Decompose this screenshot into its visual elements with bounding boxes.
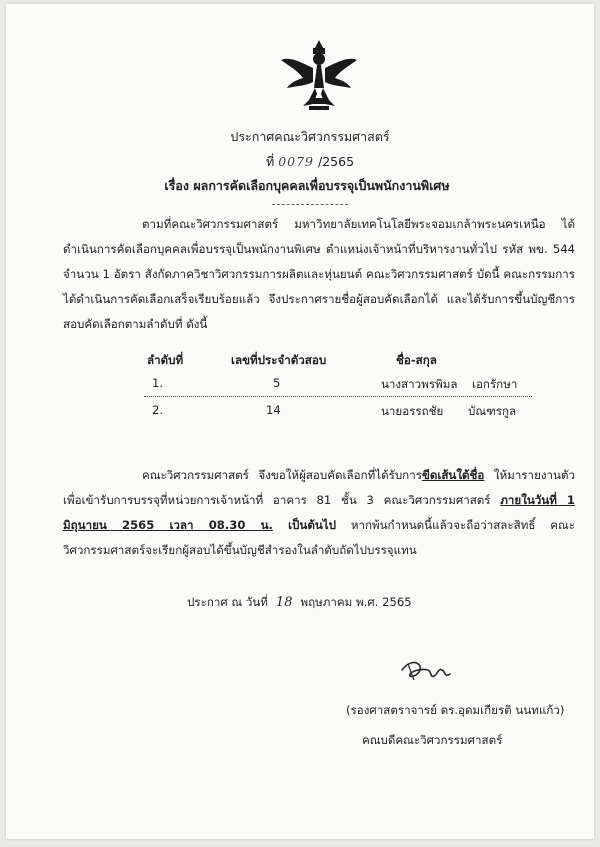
row2-last-name: บัณฑรกูล [468,404,517,418]
instruction-part-f: หากพ้นกำหนดนี้แล้วจะถือว่าสละสิทธิ์ คณะวิศวกรรมศาสตร์จะเรียกผู้สอบได้ขึ้นบัญชีสำรองในลำดับถัดไปบรรจุแทน [63,518,575,557]
header-exam-no: เลขที่ประจำตัวสอบ [231,353,327,367]
handwritten-day: 18 [275,595,293,610]
row1-exam-no: 5 [273,376,281,390]
instruction-deadline: ภายในวันที่ 1 มิถุนายน 2565 เวลา 08.30 น. [63,493,575,532]
garuda-emblem-icon [279,36,359,114]
number-prefix: ที่ [265,154,275,169]
header-name: ชื่อ-สกุล [396,353,437,367]
announcement-date [187,594,412,612]
instruction-paragraph [63,463,575,563]
date-suffix: พฤษภาคม พ.ศ. 2565 [300,595,412,609]
number-suffix: /2565 [318,154,355,169]
signer-position: คณบดีคณะวิศวกรรมศาสตร์ [362,733,503,747]
row1-first-name: นางสาวพรพิมล [381,377,458,391]
instruction-onwards: เป็นต้นไป [272,518,336,532]
document-page [6,4,594,839]
divider [272,204,348,205]
announcement-subject: เรื่อง ผลการคัดเลือกบุคคลเพื่อบรรจุเป็นพนักงานพิเศษ [164,178,450,193]
signer-name: (รองศาสตราจารย์ ดร.อุดมเกียรติ นนทแก้ว) [346,703,565,717]
instruction-underline-term: ขีดเส้นใต้ชื่อ [421,468,485,482]
row1-last-name: เอกรักษา [472,377,518,391]
announcement-number [26,152,594,172]
header-order: ลำดับที่ [147,353,184,367]
row2-order: 2. [152,403,164,417]
instruction-part-a: คณะวิศวกรรมศาสตร์ จึงขอให้ผู้สอบคัดเลือกที่ได้รับการ [142,468,422,482]
row2-exam-no: 14 [266,403,281,417]
intro-paragraph: ตามที่คณะวิศวกรรมศาสตร์ มหาวิทยาลัยเทคโนโลยีพระจอมเกล้าพระนครเหนือ ได้ดำเนินการคัดเลือกบุคคลเพื่อบรรจุเป็นพนักงานพิเศษ ตำแหน่งเจ้าหน้าที่บริหารงานทั่วไป รหัส พข. 544 จำนวน 1 อัตรา สังกัดภาควิชาวิศวกรรมการผลิตและหุ่นยนต์ คณะวิศวกรรมศาสตร์ บัดนี้ คณะกรรมการได้ดำเนินการคัดเลือกเสร็จเรียบร้อยแล้ว จึงประกาศรายชื่อผู้สอบคัดเลือกได้ และได้รับการขึ้นบัญชีการสอบคัดเลือกตามลำดับที่ ดังนี้ [63,217,575,331]
row1-order: 1. [152,376,164,390]
announcement-title: ประกาศคณะวิศวกรรมศาสตร์ [230,129,390,144]
row2-first-name: นายอรรถชัย [381,404,444,418]
instruction-part-c: ให้มารายงานตัวเพื่อเข้ารับการบรรจุที่หน่วยการเจ้าหน้าที่ อาคาร 81 ชั้น 3 คณะวิศวกรรมศาสตร์ [63,468,575,507]
date-prefix: ประกาศ ณ วันที่ [187,595,268,609]
handwritten-signature [398,656,454,686]
handwritten-number: 0079 [278,154,315,169]
selected-row-underline [144,396,532,397]
